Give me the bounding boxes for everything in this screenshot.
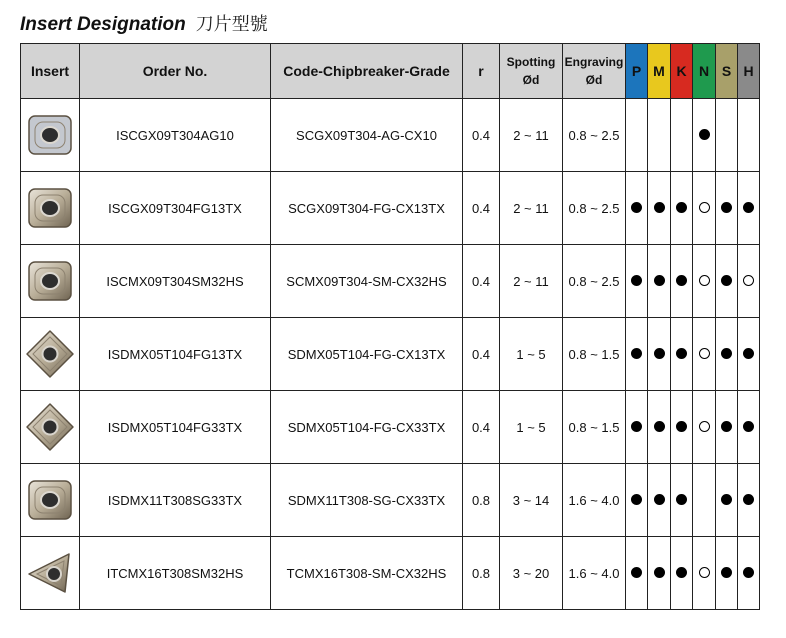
filled-circle-icon	[676, 202, 687, 213]
filled-circle-icon	[676, 275, 687, 286]
mark-m	[648, 464, 671, 537]
filled-circle-icon	[721, 348, 732, 359]
header-spotting	[500, 44, 563, 99]
filled-circle-icon	[654, 275, 665, 286]
order-no-cell: ISCGX09T304FG13TX	[80, 172, 271, 245]
header-order-no: Order No.	[80, 44, 271, 99]
filled-circle-icon	[743, 348, 754, 359]
mark-k	[671, 99, 693, 172]
mark-h	[738, 318, 760, 391]
header-spotting-label: Spotting	[506, 55, 556, 69]
hollow-circle-icon	[699, 567, 710, 578]
r-cell: 0.4	[463, 172, 500, 245]
insert-image-cell	[21, 172, 80, 245]
mark-m	[648, 99, 671, 172]
spotting-cell: 2 ~ 11	[500, 99, 563, 172]
mark-s	[716, 391, 738, 464]
mark-p	[626, 245, 648, 318]
mark-h	[738, 464, 760, 537]
header-engraving-unit: Ød	[585, 73, 603, 87]
header-material-h: H	[738, 44, 760, 99]
table-row	[21, 245, 760, 318]
filled-circle-icon	[654, 202, 665, 213]
insert-image-cell	[21, 464, 80, 537]
spotting-cell: 3 ~ 14	[500, 464, 563, 537]
insert-image	[21, 329, 79, 379]
insert-image-cell	[21, 99, 80, 172]
header-material-n: N	[693, 44, 716, 99]
filled-circle-icon	[654, 494, 665, 505]
filled-circle-icon	[654, 421, 665, 432]
filled-circle-icon	[743, 494, 754, 505]
header-spotting-unit: Ød	[522, 73, 540, 87]
r-cell: 0.4	[463, 99, 500, 172]
hollow-circle-icon	[699, 348, 710, 359]
code-cell: SDMX05T104-FG-CX33TX	[271, 391, 463, 464]
table-row	[21, 391, 760, 464]
filled-circle-icon	[654, 567, 665, 578]
filled-circle-icon	[631, 494, 642, 505]
engraving-cell: 0.8 ~ 2.5	[563, 245, 626, 318]
mark-p	[626, 318, 648, 391]
mark-m	[648, 245, 671, 318]
filled-circle-icon	[721, 202, 732, 213]
mark-p	[626, 391, 648, 464]
header-code: Code-Chipbreaker-Grade	[271, 44, 463, 99]
order-no-cell: ISDMX11T308SG33TX	[80, 464, 271, 537]
filled-circle-icon	[676, 567, 687, 578]
filled-circle-icon	[699, 129, 710, 140]
mark-h	[738, 391, 760, 464]
mark-h	[738, 245, 760, 318]
mark-s	[716, 464, 738, 537]
mark-k	[671, 391, 693, 464]
spotting-cell: 1 ~ 5	[500, 318, 563, 391]
code-cell: SDMX05T104-FG-CX13TX	[271, 318, 463, 391]
mark-h	[738, 99, 760, 172]
mark-s	[716, 537, 738, 610]
table-row	[21, 464, 760, 537]
table-row	[21, 318, 760, 391]
header-engraving-label: Engraving	[564, 55, 624, 69]
mark-p	[626, 172, 648, 245]
order-no-cell: ITCMX16T308SM32HS	[80, 537, 271, 610]
filled-circle-icon	[743, 567, 754, 578]
insert-image-cell	[21, 318, 80, 391]
mark-s	[716, 99, 738, 172]
header-material-p: P	[626, 44, 648, 99]
engraving-cell: 0.8 ~ 1.5	[563, 391, 626, 464]
header-r: r	[463, 44, 500, 99]
code-cell: SCMX09T304-SM-CX32HS	[271, 245, 463, 318]
engraving-cell: 0.8 ~ 2.5	[563, 99, 626, 172]
mark-n	[693, 99, 716, 172]
mark-n	[693, 537, 716, 610]
mark-k	[671, 464, 693, 537]
spotting-cell: 1 ~ 5	[500, 391, 563, 464]
spotting-cell: 2 ~ 11	[500, 172, 563, 245]
engraving-cell: 1.6 ~ 4.0	[563, 537, 626, 610]
mark-n	[693, 318, 716, 391]
table-row	[21, 537, 760, 610]
title-english: Insert Designation	[20, 14, 186, 35]
filled-circle-icon	[676, 348, 687, 359]
mark-k	[671, 318, 693, 391]
mark-p	[626, 99, 648, 172]
mark-p	[626, 537, 648, 610]
engraving-cell: 1.6 ~ 4.0	[563, 464, 626, 537]
header-material-m: M	[648, 44, 671, 99]
filled-circle-icon	[721, 567, 732, 578]
filled-circle-icon	[743, 421, 754, 432]
filled-circle-icon	[721, 275, 732, 286]
insert-image	[21, 183, 79, 233]
table-row	[21, 172, 760, 245]
insert-designation-table	[20, 43, 760, 610]
insert-image-cell	[21, 391, 80, 464]
engraving-cell: 0.8 ~ 1.5	[563, 318, 626, 391]
filled-circle-icon	[721, 494, 732, 505]
filled-circle-icon	[654, 348, 665, 359]
mark-s	[716, 245, 738, 318]
filled-circle-icon	[631, 348, 642, 359]
filled-circle-icon	[631, 567, 642, 578]
order-no-cell: ISCMX09T304SM32HS	[80, 245, 271, 318]
mark-n	[693, 464, 716, 537]
r-cell: 0.8	[463, 537, 500, 610]
insert-image-cell	[21, 537, 80, 610]
r-cell: 0.4	[463, 318, 500, 391]
filled-circle-icon	[743, 202, 754, 213]
mark-m	[648, 172, 671, 245]
hollow-circle-icon	[699, 275, 710, 286]
header-row	[21, 44, 760, 99]
mark-p	[626, 464, 648, 537]
code-cell: SCGX09T304-FG-CX13TX	[271, 172, 463, 245]
mark-n	[693, 391, 716, 464]
filled-circle-icon	[631, 421, 642, 432]
insert-image	[21, 475, 79, 525]
spotting-cell: 3 ~ 20	[500, 537, 563, 610]
code-cell: SCGX09T304-AG-CX10	[271, 99, 463, 172]
hollow-circle-icon	[699, 202, 710, 213]
mark-m	[648, 391, 671, 464]
r-cell: 0.8	[463, 464, 500, 537]
mark-m	[648, 537, 671, 610]
hollow-circle-icon	[699, 421, 710, 432]
mark-s	[716, 172, 738, 245]
mark-m	[648, 318, 671, 391]
mark-k	[671, 537, 693, 610]
filled-circle-icon	[631, 275, 642, 286]
order-no-cell: ISDMX05T104FG13TX	[80, 318, 271, 391]
page-title	[20, 10, 268, 36]
mark-k	[671, 245, 693, 318]
table-row	[21, 99, 760, 172]
code-cell: TCMX16T308-SM-CX32HS	[271, 537, 463, 610]
header-material-s: S	[716, 44, 738, 99]
title-chinese: 刀片型號	[195, 14, 268, 35]
hollow-circle-icon	[743, 275, 754, 286]
r-cell: 0.4	[463, 391, 500, 464]
mark-s	[716, 318, 738, 391]
order-no-cell: ISCGX09T304AG10	[80, 99, 271, 172]
header-material-k: K	[671, 44, 693, 99]
header-insert: Insert	[21, 44, 80, 99]
spotting-cell: 2 ~ 11	[500, 245, 563, 318]
code-cell: SDMX11T308-SG-CX33TX	[271, 464, 463, 537]
insert-image	[21, 110, 79, 160]
mark-h	[738, 172, 760, 245]
mark-n	[693, 245, 716, 318]
insert-image	[21, 256, 79, 306]
filled-circle-icon	[676, 421, 687, 432]
order-no-cell: ISDMX05T104FG33TX	[80, 391, 271, 464]
filled-circle-icon	[676, 494, 687, 505]
r-cell: 0.4	[463, 245, 500, 318]
filled-circle-icon	[721, 421, 732, 432]
filled-circle-icon	[631, 202, 642, 213]
insert-image	[21, 548, 79, 598]
header-engraving	[563, 44, 626, 99]
mark-n	[693, 172, 716, 245]
mark-h	[738, 537, 760, 610]
insert-image	[21, 402, 79, 452]
mark-k	[671, 172, 693, 245]
insert-image-cell	[21, 245, 80, 318]
engraving-cell: 0.8 ~ 2.5	[563, 172, 626, 245]
